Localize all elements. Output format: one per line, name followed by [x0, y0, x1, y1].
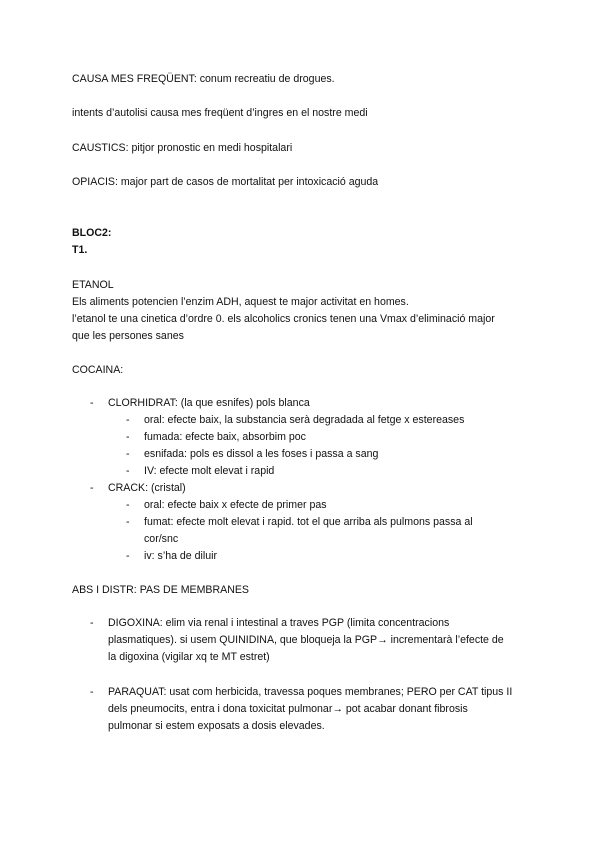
crack-label: CRACK: (cristal) — [108, 482, 186, 494]
clorhidrat-item: IV: efecte molt elevat i rapid — [144, 465, 275, 477]
paraquat-line: PARAQUAT: usat com herbicida, travessa poques membranes; PERO per CAT tipus II — [108, 686, 513, 698]
list-dash: - — [90, 397, 94, 409]
caustics-line: CAUSTICS: pitjor pronostic en medi hospitalari — [72, 142, 293, 154]
list-dash: - — [126, 448, 130, 460]
crack-item: oral: efecte baix x efecte de primer pas — [144, 499, 327, 511]
digoxina-line: DIGOXINA: elim via renal i intestinal a traves PGP (limita concentracions — [108, 617, 450, 629]
clorhidrat-item: esnifada: pols es dissol a les foses i passa a sang — [144, 448, 379, 460]
crack-item: iv: s’ha de diluir — [144, 550, 218, 562]
etanol-heading: ETANOL — [72, 279, 114, 291]
bloc-title: BLOC2: — [72, 227, 112, 239]
intents-line: intents d’autolisi causa mes freqüent d’ingres en el nostre medi — [72, 107, 368, 119]
crack-item-continuation: cor/snc — [144, 533, 179, 545]
list-dash: - — [126, 550, 130, 562]
list-dash: - — [126, 414, 130, 426]
cocaina-heading: COCAINA: — [72, 364, 124, 376]
list-dash: - — [126, 465, 130, 477]
list-dash: - — [126, 516, 130, 528]
clorhidrat-label: CLORHIDRAT: (la que esnifes) pols blanca — [108, 397, 310, 409]
clorhidrat-item: fumada: efecte baix, absorbim poc — [144, 431, 306, 443]
list-dash: - — [90, 482, 94, 494]
list-dash: - — [126, 499, 130, 511]
crack-item: fumat: efecte molt elevat i rapid. tot el que arriba als pulmons passa al — [144, 516, 473, 528]
digoxina-line: plasmatiques). si usem QUINIDINA, que bloqueja la PGP→ incrementarà l’efecte de — [108, 634, 504, 646]
etanol-line-2: l’etanol te una cinetica d’ordre 0. els alcoholics cronics tenen una Vmax d’eliminació major — [72, 313, 495, 325]
etanol-line-1: Els aliments potencien l’enzim ADH, aquest te major activitat en homes. — [72, 296, 409, 308]
clorhidrat-item: oral: efecte baix, la substancia serà degradada al fetge x estereases — [144, 414, 465, 426]
opiacis-line: OPIACIS: major part de casos de mortalitat per intoxicació aguda — [72, 176, 379, 188]
causa-line: CAUSA MES FREQÜENT: conum recreatiu de drogues. — [72, 73, 335, 85]
list-dash: - — [90, 617, 94, 629]
abs-heading: ABS I DISTR: PAS DE MEMBRANES — [72, 584, 249, 596]
list-dash: - — [126, 431, 130, 443]
list-dash: - — [90, 686, 94, 698]
paraquat-line: pulmonar si estem exposats a dosis elevades. — [108, 720, 325, 732]
etanol-line-3: que les persones sanes — [72, 330, 184, 342]
paraquat-line: dels pneumocits, entra i dona toxicitat pulmonar→ pot acabar donant fibrosis — [108, 703, 468, 715]
digoxina-line: la digoxina (vigilar xq te MT estret) — [108, 651, 270, 663]
bloc-topic: T1. — [72, 244, 88, 256]
